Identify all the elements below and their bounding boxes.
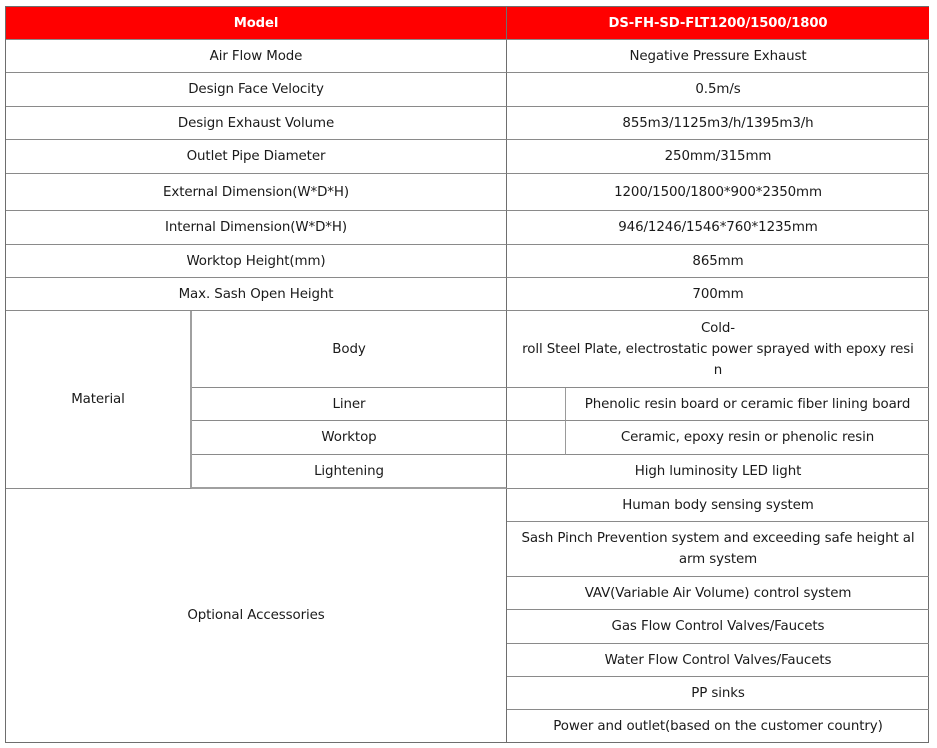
spec-value-internal-dimension: 946/1246/1546*760*1235mm (507, 211, 929, 245)
spec-label-sash-open-height: Max. Sash Open Height (6, 278, 507, 311)
material-label-lightening: Lightening (192, 455, 507, 489)
accessory-item-line1: Sash Pinch Prevention system and exceeding safe height al (521, 531, 915, 546)
material-value-body-line2: roll Steel Plate, electrostatic power sprayed with epoxy resi (522, 341, 914, 357)
accessories-group-label: Optional Accessories (6, 489, 507, 742)
material-value-body-line1: Cold- (700, 320, 736, 336)
material-value-worktop: Ceramic, epoxy resin or phenolic resin (566, 421, 929, 455)
accessory-item: Power and outlet(based on the customer country) (553, 718, 883, 734)
material-label-liner: Liner (192, 388, 507, 421)
accessory-item: PP sinks (507, 677, 929, 710)
accessory-item: VAV(Variable Air Volume) control system (507, 577, 929, 610)
material-value-body (507, 311, 929, 388)
spec-label-exhaust-volume: Design Exhaust Volume (6, 107, 507, 140)
material-group-label: Material (6, 311, 192, 489)
spec-value-exhaust-volume: 855m3/1125m3/h/1395m3/h (507, 107, 929, 140)
material-liner-empty-cell (507, 388, 566, 421)
material-label-worktop: Worktop (192, 421, 507, 455)
spec-label-outlet-pipe: Outlet Pipe Diameter (6, 140, 507, 174)
spec-label-internal-dimension: Internal Dimension(W*D*H) (6, 211, 507, 245)
spec-value-worktop-height: 865mm (507, 245, 929, 278)
material-worktop-empty-cell (507, 421, 566, 455)
header-model-value: DS-FH-SD-FLT1200/1500/1800 (507, 7, 929, 40)
spec-value-outlet-pipe: 250mm/315mm (507, 140, 929, 174)
spec-table (5, 6, 929, 743)
accessory-item: Human body sensing system (507, 489, 929, 522)
accessory-item-line2: arm system (678, 552, 758, 567)
accessory-item: Water Flow Control Valves/Faucets (507, 644, 929, 677)
material-label-body: Body (192, 311, 507, 388)
spec-value-sash-open-height: 700mm (507, 278, 929, 311)
spec-value-external-dimension: 1200/1500/1800*900*2350mm (507, 174, 929, 211)
material-value-lightening: High luminosity LED light (507, 455, 929, 489)
accessory-item: Gas Flow Control Valves/Faucets (507, 610, 929, 644)
accessory-item (507, 522, 929, 577)
material-value-body-line3: n (713, 362, 723, 378)
spec-label-worktop-height: Worktop Height(mm) (6, 245, 507, 278)
material-value-liner: Phenolic resin board or ceramic fiber lining board (566, 388, 929, 421)
header-model-label: Model (6, 7, 507, 40)
spec-value-air-flow-mode: Negative Pressure Exhaust (507, 40, 929, 73)
spec-label-external-dimension: External Dimension(W*D*H) (6, 174, 507, 211)
spec-label-air-flow-mode: Air Flow Mode (6, 40, 507, 73)
spec-label-face-velocity: Design Face Velocity (6, 73, 507, 107)
spec-value-face-velocity: 0.5m/s (507, 73, 929, 107)
